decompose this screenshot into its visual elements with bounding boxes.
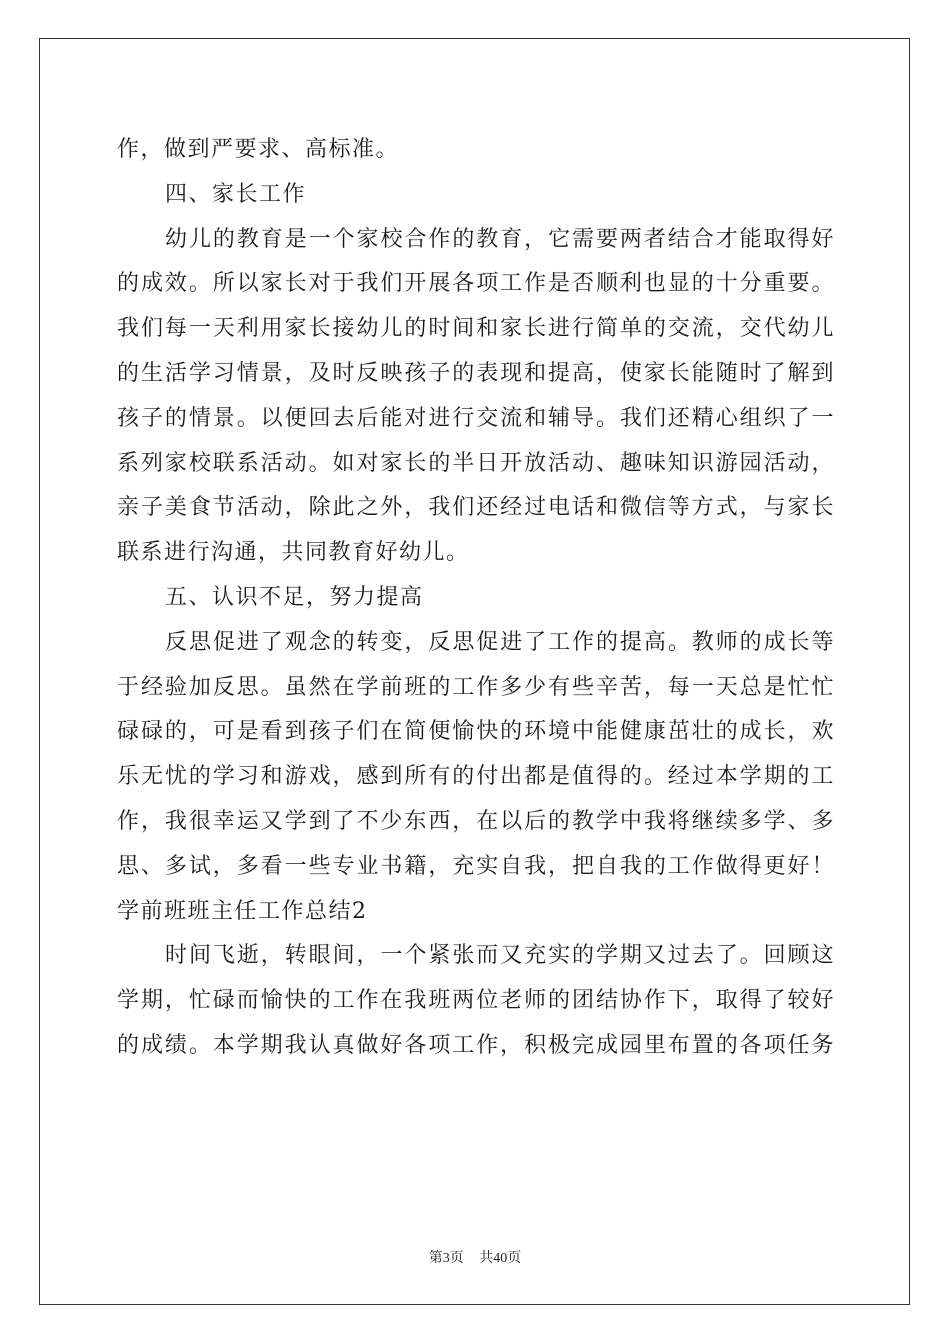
- text-line: 作，我很幸运又学到了不少东西，在以后的教学中我将继续多学、多: [117, 808, 835, 834]
- document-title: 学前班班主任工作总结2: [117, 898, 368, 924]
- text-line: 的成效。所以家长对于我们开展各项工作是否顺利也显的十分重要。: [117, 271, 835, 297]
- text-line: 幼儿的教育是一个家校合作的教育，它需要两者结合才能取得好: [165, 226, 835, 252]
- text-line: 碌碌的，可是看到孩子们在简便愉快的环境中能健康茁壮的成长，欢: [117, 719, 835, 745]
- text-line: 反思促进了观念的转变，反思促进了工作的提高。教师的成长等: [165, 629, 835, 655]
- text-line: 学期，忙碌而愉快的工作在我班两位老师的团结协作下，取得了较好: [117, 988, 835, 1014]
- text-line: 的成绩。本学期我认真做好各项工作，积极完成园里布置的各项任务: [117, 1032, 835, 1058]
- page-total: 共40页: [479, 1251, 522, 1266]
- text-line: 亲子美食节活动，除此之外，我们还经过电话和微信等方式，与家长: [117, 495, 835, 521]
- text-line: 系列家校联系活动。如对家长的半日开放活动、趣味知识游园活动，: [117, 450, 835, 476]
- text-line: 于经验加反思。虽然在学前班的工作多少有些辛苦，每一天总是忙忙: [117, 674, 835, 700]
- text-line: 孩子的情景。以便回去后能对进行交流和辅导。我们还精心组织了一: [117, 405, 835, 431]
- section-heading: 五、认识不足，努力提高: [165, 584, 424, 610]
- text-line: 联系进行沟通，共同教育好幼儿。: [117, 540, 470, 566]
- text-line: 时间飞逝，转眼间，一个紧张而又充实的学期又过去了。回顾这: [165, 943, 835, 969]
- document-body: [117, 128, 835, 1069]
- text-line: 作，做到严要求、高标准。: [117, 137, 400, 162]
- page-number: 第3页: [428, 1251, 464, 1266]
- section-heading: 四、家长工作: [165, 181, 307, 207]
- text-line: 乐无忧的学习和游戏，感到所有的付出都是值得的。经过本学期的工: [117, 764, 835, 790]
- text-line: 思、多试，多看一些专业书籍，充实自我，把自我的工作做得更好！: [117, 853, 835, 879]
- page-footer: [0, 1247, 950, 1267]
- text-line: 的生活学习情景，及时反映孩子的表现和提高，使家长能随时了解到: [117, 360, 835, 386]
- text-line: 我们每一天利用家长接幼儿的时间和家长进行简单的交流，交代幼儿: [117, 316, 835, 342]
